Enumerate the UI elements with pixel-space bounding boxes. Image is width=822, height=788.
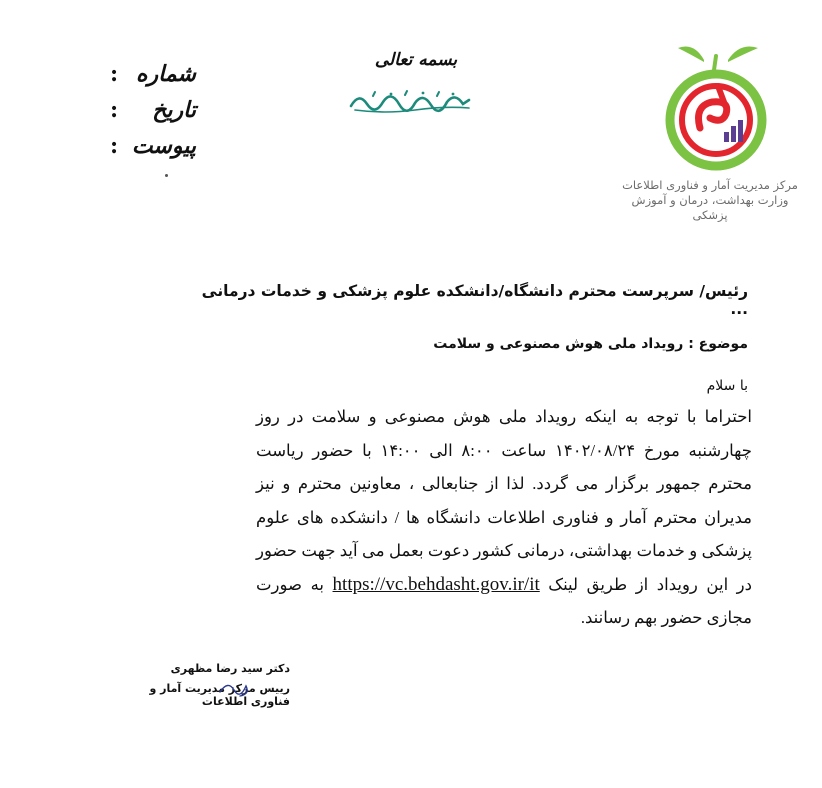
meta-number-label: شماره: [135, 61, 196, 87]
meta-attachment-colon: :: [110, 133, 119, 159]
decorative-dot: [165, 174, 168, 177]
basmala: بسمه تعالی: [374, 50, 458, 70]
letter-meta-fields: [110, 56, 196, 164]
handwritten-signature-image: [216, 674, 256, 702]
meta-date-colon: :: [110, 97, 119, 123]
letter-greeting: با سلام: [706, 378, 748, 394]
letter-body-text: احتراما با توجه به اینکه رویداد ملی هوش مصنوعی و سلامت در روز چهارشنبه مورخ ۱۴۰۲/۰۸/۲۴ ساعت ۸:۰۰ الی ۱۴:۰۰ با حضور ریاست محترم جمهور برگزار می گردد. لذا از جنابعالی ، معاونین محترم و نیز مدیران محترم آمار و فناوری اطلاعات دانشگاه ها / دانشکده های علوم پزشکی و خدمات بهداشتی، درمانی کشور دعوت بعمل می آید جهت حضور در این رویداد از طریق لینک: [256, 407, 753, 594]
logo-line-1: مرکز مدیریت آمار و فناوری اطلاعات: [622, 178, 798, 192]
signature-name: دکتر سید رضا مظهری: [170, 662, 290, 675]
logo-organization-text: [620, 178, 800, 223]
letter-subject: موضوع : رویداد ملی هوش مصنوعی و سلامت: [433, 336, 748, 352]
letter-body-tail: به صورت مجازی حضور بهم رسانند.: [256, 574, 752, 627]
meta-date-label: تاریخ: [152, 97, 196, 123]
meta-number-row: [110, 56, 196, 92]
meta-number-colon: :: [110, 61, 119, 87]
logo-line-2: وزارت بهداشت، درمان و آموزش پزشکی: [631, 193, 789, 222]
letter-recipient: رئیس/ سرپرست محترم دانشگاه/دانشکده علوم پزشکی و خدمات درمانی ...: [201, 282, 748, 318]
meta-attachment-row: [110, 128, 196, 164]
signature-title: رییس مرکز مدیریت آمار و فناوری اطلاعات: [149, 682, 290, 708]
meta-date-row: [110, 92, 196, 128]
ministry-logo-icon: [664, 40, 776, 172]
meta-attachment-label: پیوست: [131, 133, 196, 159]
letter-body: [256, 400, 752, 635]
calligraphy-slogan-image: [345, 86, 475, 116]
event-link[interactable]: https://vc.behdasht.gov.ir/it: [332, 573, 540, 595]
